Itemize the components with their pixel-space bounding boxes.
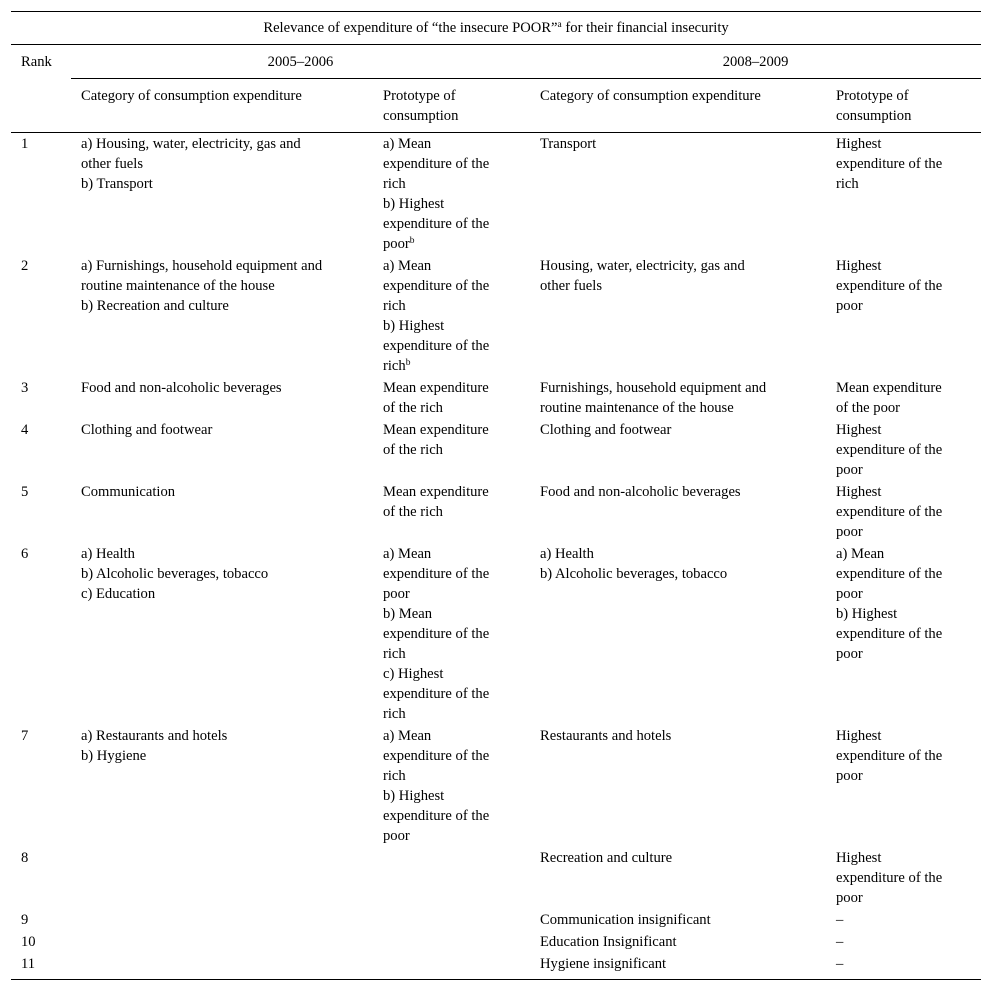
prototype-2005-cell bbox=[373, 931, 530, 953]
category-2005-line: Communication bbox=[81, 484, 176, 500]
table-row bbox=[11, 133, 981, 256]
category-header-2005: Category of consumption expenditure bbox=[71, 79, 373, 133]
sub-header-row bbox=[11, 79, 981, 133]
prototype-2008-line: poor bbox=[836, 524, 863, 540]
prototype-2005-line: expenditure of the bbox=[383, 748, 490, 764]
prototype-2005-line bbox=[383, 234, 530, 254]
period-header-2008-2009: 2008–2009 bbox=[530, 45, 981, 79]
category-2005-cell bbox=[71, 133, 373, 256]
rank-cell: 4 bbox=[21, 422, 29, 438]
category-2008-line: b) Alcoholic beverages, tobacco bbox=[540, 566, 728, 582]
category-2008-cell bbox=[530, 953, 826, 980]
rank-cell: 7 bbox=[21, 728, 29, 744]
prototype-2008-line: expenditure of the bbox=[836, 626, 943, 642]
prototype-2008-line: Highest bbox=[836, 850, 882, 866]
category-2008-cell bbox=[530, 377, 826, 419]
prototype-header-2005-line: Prototype of bbox=[383, 88, 456, 104]
rank-cell: 3 bbox=[21, 380, 29, 396]
category-2005-cell bbox=[71, 255, 373, 377]
category-2005-line: a) Health bbox=[81, 546, 135, 562]
prototype-2005-line: a) Mean bbox=[383, 546, 432, 562]
prototype-header-2008-line: consumption bbox=[836, 108, 912, 124]
prototype-2008-line: – bbox=[836, 912, 844, 928]
prototype-2008-cell bbox=[826, 909, 981, 931]
prototype-2005-cell bbox=[373, 953, 530, 980]
category-2008-line: routine maintenance of the house bbox=[540, 400, 734, 416]
category-2008-line: Communication insignificant bbox=[540, 912, 711, 928]
category-2005-line: routine maintenance of the house bbox=[81, 278, 275, 294]
prototype-2005-line: expenditure of the bbox=[383, 686, 490, 702]
prototype-2008-cell bbox=[826, 419, 981, 481]
prototype-2008-line: Highest bbox=[836, 258, 882, 274]
category-2005-cell bbox=[71, 419, 373, 481]
prototype-2005-line: a) Mean bbox=[383, 728, 432, 744]
table-row bbox=[11, 255, 981, 377]
rank-cell: 11 bbox=[11, 953, 71, 980]
table-row bbox=[11, 543, 981, 725]
prototype-2008-cell bbox=[826, 847, 981, 909]
prototype-2008-line: expenditure of the bbox=[836, 278, 943, 294]
prototype-2008-cell bbox=[826, 725, 981, 847]
category-2008-line: other fuels bbox=[540, 278, 603, 294]
prototype-2008-line: Mean expenditure bbox=[836, 380, 942, 396]
prototype-header-2008 bbox=[826, 79, 981, 133]
category-2005-cell bbox=[71, 931, 373, 953]
category-2008-line: a) Health bbox=[540, 546, 594, 562]
prototype-2008-cell bbox=[826, 377, 981, 419]
prototype-2005-line: expenditure of the bbox=[383, 278, 490, 294]
prototype-2008-line: of the poor bbox=[836, 400, 901, 416]
prototype-2008-line: expenditure of the bbox=[836, 748, 943, 764]
category-2008-cell bbox=[530, 543, 826, 725]
prototype-2008-line: Highest bbox=[836, 484, 882, 500]
rank-cell: 5 bbox=[21, 484, 29, 500]
prototype-2008-cell bbox=[826, 953, 981, 980]
table-row bbox=[11, 419, 981, 481]
prototype-2005-line: b) Highest bbox=[383, 318, 445, 334]
prototype-2005-line: rich bbox=[383, 706, 406, 722]
prototype-2005-cell bbox=[373, 377, 530, 419]
category-2005-cell bbox=[71, 953, 373, 980]
caption-text: Relevance of expenditure of “the insecure POOR” bbox=[263, 20, 558, 36]
prototype-2005-line: b) Highest bbox=[383, 196, 445, 212]
prototype-2005-line: rich bbox=[383, 176, 406, 192]
prototype-2008-line: expenditure of the bbox=[836, 566, 943, 582]
category-2008-line: Restaurants and hotels bbox=[540, 728, 672, 744]
table-caption-row bbox=[11, 12, 981, 45]
prototype-2005-line: rich bbox=[383, 768, 406, 784]
prototype-2005-line: c) Highest bbox=[383, 666, 444, 682]
prototype-2005-line: expenditure of the bbox=[383, 156, 490, 172]
category-2008-cell bbox=[530, 255, 826, 377]
category-2005-cell bbox=[71, 909, 373, 931]
prototype-2008-cell bbox=[826, 931, 981, 953]
category-2008-cell bbox=[530, 725, 826, 847]
category-2005-line: b) Recreation and culture bbox=[81, 298, 229, 314]
rank-cell: 6 bbox=[21, 546, 29, 562]
prototype-2005-line: expenditure of the bbox=[383, 626, 490, 642]
prototype-2008-line: b) Highest bbox=[836, 606, 898, 622]
table-body bbox=[11, 133, 981, 980]
category-2005-line: c) Education bbox=[81, 586, 156, 602]
rank-header: Rank bbox=[11, 45, 71, 133]
table-row bbox=[11, 909, 981, 931]
table-row bbox=[11, 377, 981, 419]
prototype-2005-line: expenditure of the bbox=[383, 566, 490, 582]
prototype-2005-line: Mean expenditure bbox=[383, 484, 489, 500]
category-2005-line: Food and non-alcoholic beverages bbox=[81, 380, 282, 396]
category-2008-line: Education Insignificant bbox=[540, 934, 677, 950]
prototype-2008-line: Highest bbox=[836, 422, 882, 438]
category-2008-cell bbox=[530, 481, 826, 543]
category-2008-cell bbox=[530, 847, 826, 909]
prototype-2005-line: rich bbox=[383, 298, 406, 314]
prototype-2005-cell bbox=[373, 255, 530, 377]
category-2008-line: Housing, water, electricity, gas and bbox=[540, 258, 745, 274]
table-row bbox=[11, 847, 981, 909]
prototype-2005-cell bbox=[373, 481, 530, 543]
prototype-2005-line: a) Mean bbox=[383, 258, 432, 274]
prototype-header-2005-line: consumption bbox=[383, 108, 459, 124]
prototype-2005-line: of the rich bbox=[383, 442, 443, 458]
table-row bbox=[11, 481, 981, 543]
prototype-2008-cell bbox=[826, 481, 981, 543]
category-2008-line: Hygiene insignificant bbox=[540, 956, 667, 972]
prototype-2008-cell bbox=[826, 543, 981, 725]
prototype-2008-line: expenditure of the bbox=[836, 156, 943, 172]
table-row bbox=[11, 931, 981, 953]
category-2008-line: Furnishings, household equipment and bbox=[540, 380, 767, 396]
category-2008-line: Transport bbox=[540, 136, 597, 152]
prototype-2008-line: poor bbox=[836, 768, 863, 784]
category-2005-line: Clothing and footwear bbox=[81, 422, 213, 438]
prototype-2008-cell bbox=[826, 133, 981, 256]
rank-cell: 2 bbox=[21, 258, 29, 274]
category-2008-line: Clothing and footwear bbox=[540, 422, 672, 438]
table-row bbox=[11, 725, 981, 847]
prototype-2005-line: expenditure of the bbox=[383, 216, 490, 232]
prototype-2005-line: expenditure of the bbox=[383, 808, 490, 824]
prototype-2008-line: poor bbox=[836, 646, 863, 662]
category-2008-cell bbox=[530, 133, 826, 256]
prototype-2005-cell bbox=[373, 847, 530, 909]
prototype-2005-line: expenditure of the bbox=[383, 338, 490, 354]
caption-footnote-a: a bbox=[557, 20, 562, 30]
footnote-b-marker: b bbox=[405, 358, 411, 368]
prototype-2008-line: poor bbox=[836, 298, 863, 314]
prototype-2005-line: rich bbox=[383, 646, 406, 662]
prototype-2008-line: Highest bbox=[836, 136, 882, 152]
category-2005-cell bbox=[71, 725, 373, 847]
period-header-2005-2006: 2005–2006 bbox=[71, 45, 530, 79]
prototype-2008-line: expenditure of the bbox=[836, 870, 943, 886]
table-row bbox=[11, 953, 981, 980]
prototype-2005-line: Mean expenditure bbox=[383, 422, 489, 438]
category-2005-line: b) Hygiene bbox=[81, 748, 147, 764]
rank-cell: 8 bbox=[21, 850, 29, 866]
category-2005-cell bbox=[71, 847, 373, 909]
prototype-2008-line: poor bbox=[836, 586, 863, 602]
category-2008-line: Recreation and culture bbox=[540, 850, 673, 866]
prototype-2005-cell bbox=[373, 419, 530, 481]
category-header-2008: Category of consumption expenditure bbox=[530, 79, 826, 133]
category-2008-line: Food and non-alcoholic beverages bbox=[540, 484, 741, 500]
category-2005-line: other fuels bbox=[81, 156, 144, 172]
rank-cell: 9 bbox=[21, 912, 29, 928]
category-2008-cell bbox=[530, 909, 826, 931]
category-2005-line: a) Housing, water, electricity, gas and bbox=[81, 136, 301, 152]
category-2008-cell bbox=[530, 419, 826, 481]
expenditure-relevance-table bbox=[11, 11, 981, 980]
prototype-2008-line: poor bbox=[836, 890, 863, 906]
prototype-header-2005 bbox=[373, 79, 530, 133]
prototype-2005-cell bbox=[373, 133, 530, 256]
prototype-2008-line: expenditure of the bbox=[836, 442, 943, 458]
prototype-2005-line bbox=[383, 356, 530, 376]
rank-cell: 10 bbox=[21, 934, 36, 950]
category-2008-cell bbox=[530, 931, 826, 953]
prototype-2005-cell bbox=[373, 725, 530, 847]
prototype-2008-line: a) Mean bbox=[836, 546, 885, 562]
prototype-2005-line-text: poor bbox=[383, 236, 410, 252]
prototype-2008-line: – bbox=[836, 956, 844, 972]
footnote-b-marker: b bbox=[409, 236, 415, 246]
prototype-2005-line: b) Highest bbox=[383, 788, 445, 804]
prototype-2005-line: a) Mean bbox=[383, 136, 432, 152]
category-2005-line: b) Transport bbox=[81, 176, 153, 192]
category-2005-cell bbox=[71, 543, 373, 725]
caption-text-end: for their financial insecurity bbox=[561, 20, 729, 36]
period-header-row bbox=[11, 45, 981, 79]
prototype-header-2008-line: Prototype of bbox=[836, 88, 909, 104]
prototype-2005-line: b) Mean bbox=[383, 606, 433, 622]
category-2005-cell bbox=[71, 481, 373, 543]
prototype-2005-line-text: rich bbox=[383, 358, 406, 374]
category-2005-cell bbox=[71, 377, 373, 419]
prototype-2005-line: poor bbox=[383, 828, 410, 844]
prototype-2005-cell bbox=[373, 909, 530, 931]
prototype-2005-line: poor bbox=[383, 586, 410, 602]
prototype-2005-cell bbox=[373, 543, 530, 725]
category-2005-line: b) Alcoholic beverages, tobacco bbox=[81, 566, 269, 582]
prototype-2005-line: of the rich bbox=[383, 504, 443, 520]
category-2005-line: a) Restaurants and hotels bbox=[81, 728, 228, 744]
prototype-2008-line: – bbox=[836, 934, 844, 950]
prototype-2008-line: expenditure of the bbox=[836, 504, 943, 520]
prototype-2008-line: Highest bbox=[836, 728, 882, 744]
table-caption bbox=[11, 12, 981, 45]
table-container bbox=[11, 11, 981, 980]
rank-cell: 1 bbox=[21, 136, 29, 152]
category-2005-line: a) Furnishings, household equipment and bbox=[81, 258, 323, 274]
prototype-2008-line: rich bbox=[836, 176, 859, 192]
prototype-2008-cell bbox=[826, 255, 981, 377]
prototype-2005-line: of the rich bbox=[383, 400, 443, 416]
prototype-2008-line: poor bbox=[836, 462, 863, 478]
prototype-2005-line: Mean expenditure bbox=[383, 380, 489, 396]
